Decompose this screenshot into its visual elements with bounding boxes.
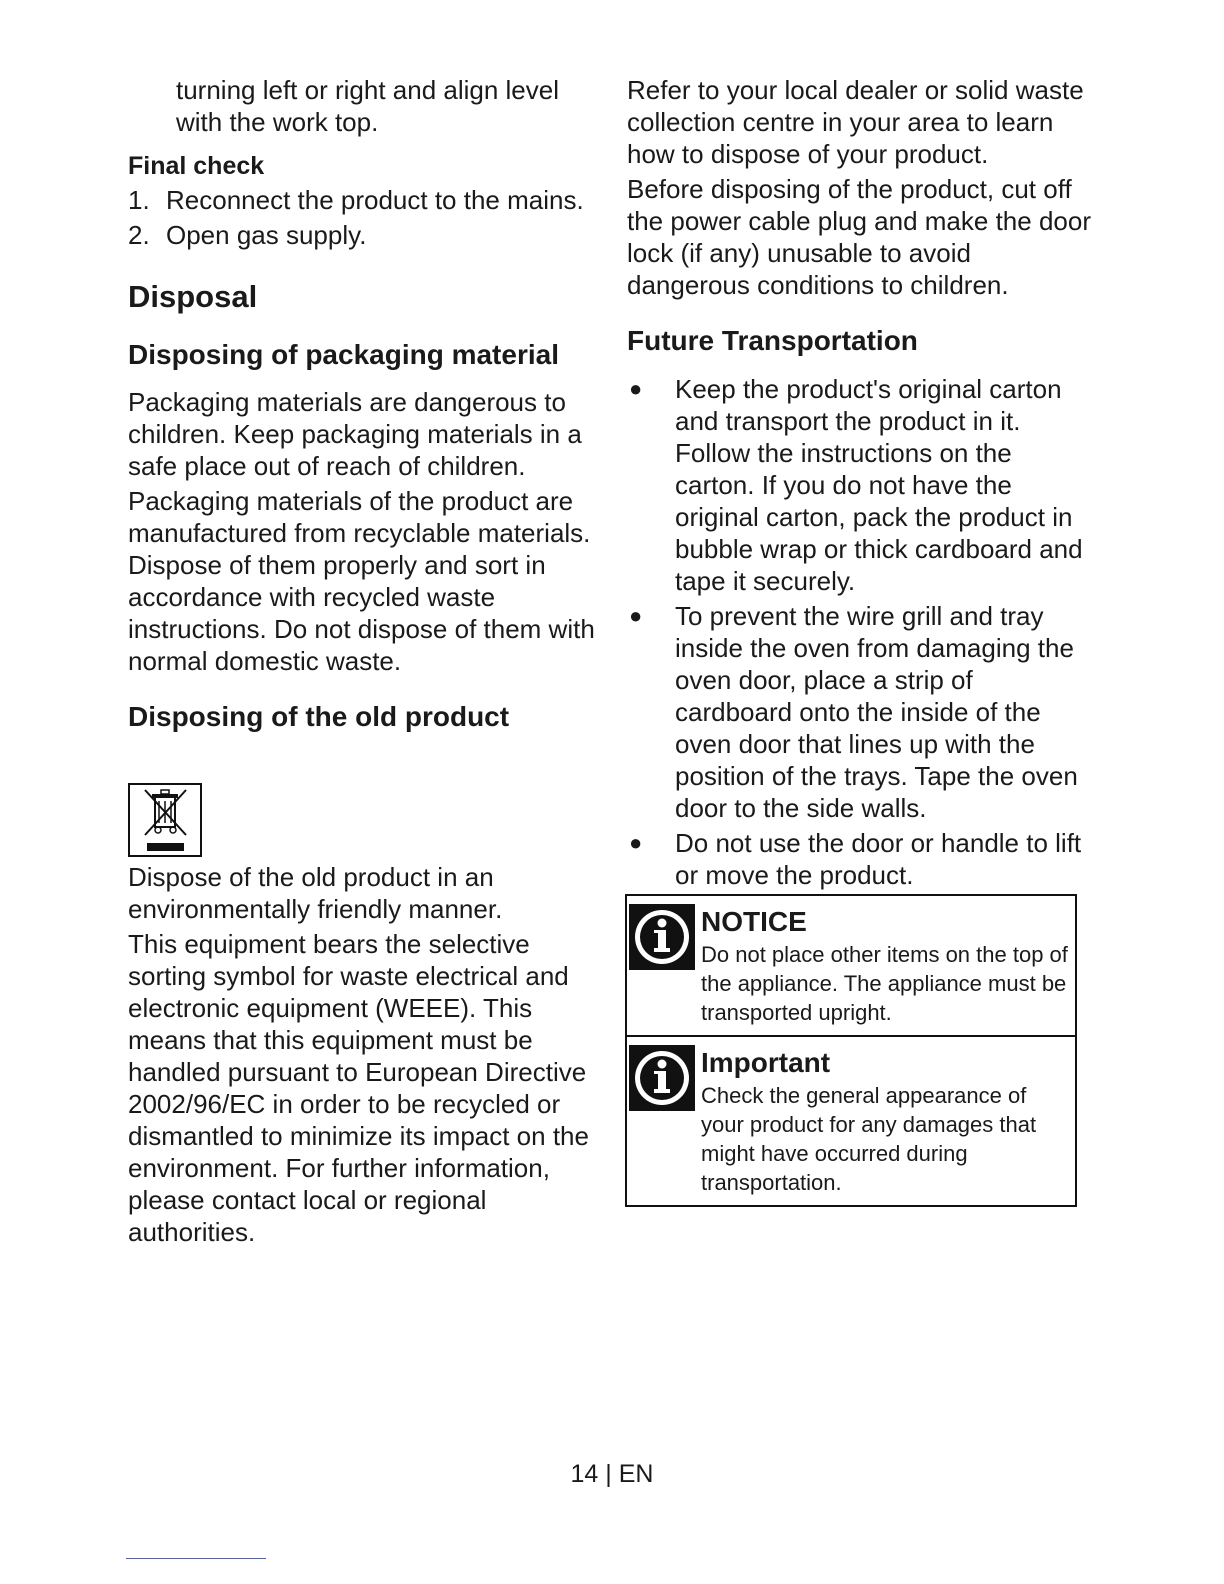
old-product-para-2: This equipment bears the selective sorting symbol for waste electrical and electronic equipment (WEEE). This means that this equipment must be handled pursuant to European Directive 2002/96/EC in order to be recycled or dismantled to minimize its impact on the environment. For further information, please contact local or regional authorities. — [128, 929, 589, 1247]
power-cable-para: Before disposing of the product, cut off the power cable plug and make the door lock (if any) unusable to avoid dangerous conditions to children. — [627, 174, 1091, 300]
weee-crossed-bin-icon — [128, 783, 202, 857]
packaging-heading: Disposing of packaging material — [128, 339, 559, 370]
footer-divider — [126, 1558, 266, 1559]
bullet-icon: ● — [629, 603, 643, 628]
continuation-text: turning left or right and align level with the work top. — [176, 75, 560, 137]
info-icon — [629, 1045, 695, 1111]
notice-box — [625, 894, 1077, 1207]
important-title: Important — [701, 1047, 831, 1078]
packaging-para-1: Packaging materials are dangerous to children. Keep packaging materials in a safe place out of reach of children. — [128, 387, 582, 481]
old-product-para-1: Dispose of the old product in an environmentally friendly manner. — [128, 862, 503, 924]
transport-heading: Future Transportation — [627, 325, 918, 356]
bullet-icon: ● — [629, 376, 643, 401]
bullet-icon: ● — [629, 830, 643, 855]
right-column — [627, 74, 1097, 1207]
packaging-para-2: Packaging materials of the product are manufactured from recyclable materials. Dispose of them properly and sort in accordance with recycled waste instructions. Do not dispose of them with normal domestic waste. — [128, 486, 595, 676]
page-number: 14 | EN — [570, 1460, 654, 1488]
list-item: ● Keep the product's original carton and transport the product in it. Follow the instructions on the carton. If you do not have the original carton, pack the product in bubble wrap or thick cardboard and tape it securely. — [629, 374, 1083, 596]
disposal-heading: Disposal — [128, 279, 258, 314]
notice-item — [627, 896, 1075, 1035]
info-icon — [629, 904, 695, 970]
old-product-heading: Disposing of the old product — [128, 701, 510, 732]
list-item: ● Do not use the door or handle to lift or move the product. — [629, 828, 1082, 890]
final-check-steps — [128, 184, 598, 251]
notice-title: NOTICE — [701, 906, 807, 937]
list-item: ● To prevent the wire grill and tray inside the oven from damaging the oven door, place a strip of cardboard onto the inside of the oven door that lines up with the position of the trays. Tape the oven door to the side walls. — [629, 601, 1078, 823]
important-item — [627, 1035, 1075, 1205]
left-column — [128, 74, 598, 1248]
dealer-para: Refer to your local dealer or solid waste collection centre in your area to learn how to dispose of your product. — [627, 75, 1084, 169]
important-text: Check the general appearance of your product for any damages that might have occurred during transportation. — [701, 1083, 1037, 1195]
final-check-heading: Final check — [128, 152, 265, 180]
notice-text: Do not place other items on the top of the appliance. The appliance must be transported upright. — [701, 942, 1068, 1025]
list-item: 1. Reconnect the product to the mains. — [128, 185, 584, 215]
transport-bullets — [627, 373, 1097, 891]
list-item: 2. Open gas supply. — [128, 220, 367, 250]
